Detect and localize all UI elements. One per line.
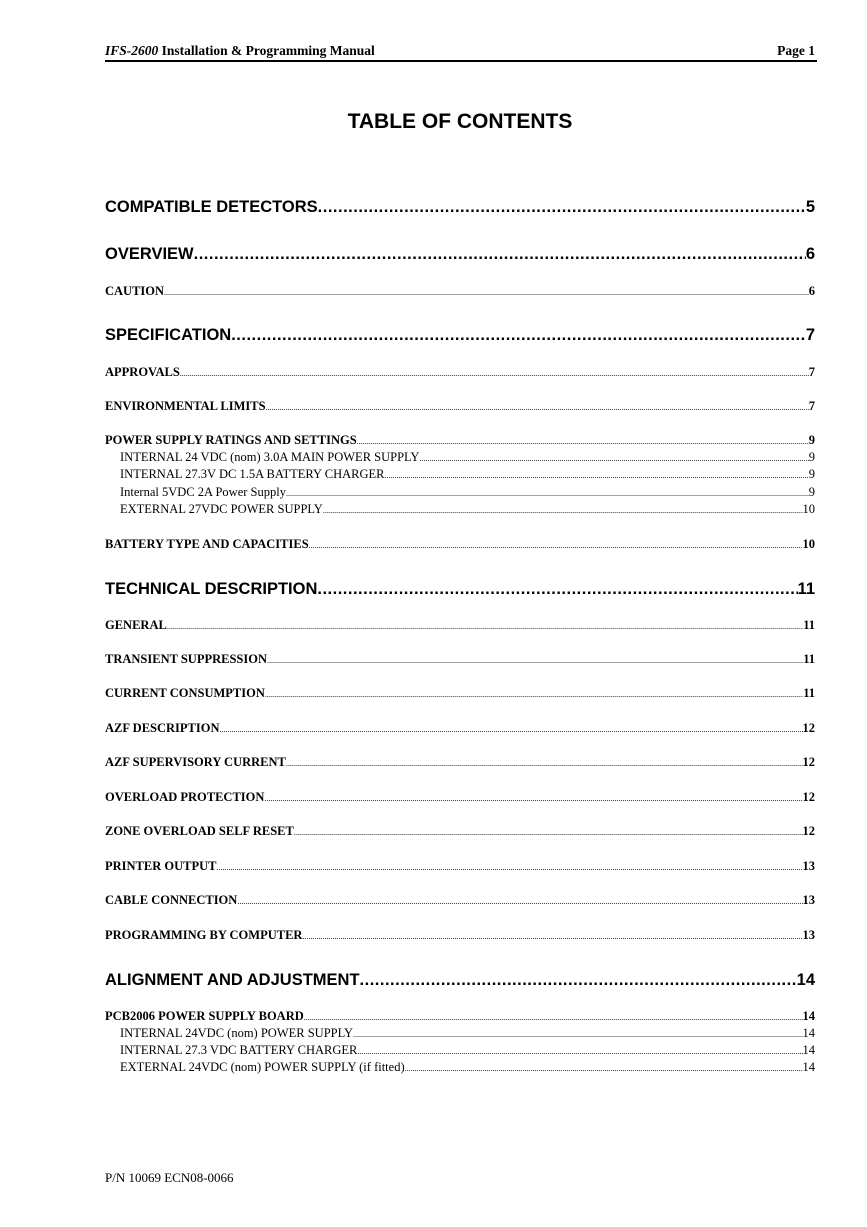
toc-entry-text: BATTERY TYPE AND CAPACITIES (105, 537, 309, 551)
toc-entry-text: INTERNAL 27.3 VDC BATTERY CHARGER (120, 1043, 358, 1057)
toc-entry-text: TECHNICAL DESCRIPTION (105, 580, 318, 598)
toc-entry-text: AZF SUPERVISORY CURRENT (105, 755, 286, 769)
toc-entry-text: PROGRAMMING BY COMPUTER (105, 928, 303, 942)
dot-leader (419, 454, 808, 463)
toc-entry[interactable] (120, 1026, 815, 1042)
toc-entry-page: 11 (803, 686, 815, 700)
dot-leader (286, 759, 803, 768)
toc-entry[interactable] (105, 686, 815, 702)
toc-entry[interactable] (105, 326, 815, 348)
dot-leader (405, 1064, 803, 1073)
toc-entry-text: SPECIFICATION (105, 326, 232, 344)
toc-entry-text: INTERNAL 24 VDC (nom) 3.0A MAIN POWER SUPPLY (120, 450, 420, 464)
toc-entry-text: ALIGNMENT AND ADJUSTMENT (105, 971, 360, 989)
toc-entry-page: 14 (802, 1026, 815, 1040)
toc-entry[interactable] (120, 450, 815, 466)
toc-entry[interactable] (105, 755, 815, 771)
toc-entry-text: GENERAL (105, 618, 167, 632)
toc-entry-page: 7 (808, 399, 815, 413)
toc-entry-page: 11 (797, 580, 815, 598)
toc-entry[interactable] (105, 580, 815, 602)
dot-leader (216, 863, 802, 872)
toc-entry-page: 12 (802, 755, 815, 769)
toc-entry-page: 10 (802, 502, 815, 516)
dot-leader (357, 1047, 802, 1056)
dot-leader (237, 897, 802, 906)
toc-entry-page: 9 (808, 485, 815, 499)
toc-entry[interactable] (105, 824, 815, 840)
dot-leader (219, 725, 802, 734)
manual-title-rest: Installation & Programming Manual (158, 43, 375, 58)
toc-entry-page: 13 (802, 928, 815, 942)
toc-entry-text: COMPATIBLE DETECTORS (105, 198, 318, 216)
dot-leader (309, 541, 803, 550)
toc-entry[interactable] (105, 928, 815, 944)
toc-entry-page: 14 (802, 1009, 815, 1023)
toc-entry-text: EXTERNAL 27VDC POWER SUPPLY (120, 502, 323, 516)
dot-leader (294, 828, 803, 837)
dot-leader (384, 471, 808, 480)
toc-entry-page: 11 (803, 652, 815, 666)
toc-entry-text: ZONE OVERLOAD SELF RESET (105, 824, 294, 838)
toc-entry[interactable] (105, 537, 815, 553)
toc-entry-page: 12 (802, 824, 815, 838)
toc-title: TABLE OF CONTENTS (347, 110, 573, 133)
toc-entry-text: ENVIRONMENTAL LIMITS (105, 399, 266, 413)
toc-entry[interactable] (120, 485, 815, 501)
dot-leader (304, 1013, 803, 1022)
dot-leader (317, 580, 797, 599)
toc-entry-text: POWER SUPPLY RATINGS AND SETTINGS (105, 433, 357, 447)
toc-entry-page: 9 (808, 433, 815, 447)
dot-leader (266, 403, 809, 412)
product-code: IFS-2600 (105, 43, 159, 58)
toc-entry-text: INTERNAL 27.3V DC 1.5A BATTERY CHARGER (120, 467, 385, 481)
toc-entry-text: OVERVIEW (105, 245, 194, 263)
toc-entry[interactable] (120, 1060, 815, 1076)
toc-entry-text: PRINTER OUTPUT (105, 859, 217, 873)
toc-entry[interactable] (105, 399, 815, 415)
toc-entry[interactable] (120, 467, 815, 483)
toc-entry-text: APPROVALS (105, 365, 180, 379)
toc-entry-text: TRANSIENT SUPPRESSION (105, 652, 267, 666)
toc-entry-text: CABLE CONNECTION (105, 893, 238, 907)
toc-entry-text: Internal 5VDC 2A Power Supply (120, 485, 286, 499)
toc-entry[interactable] (120, 1043, 815, 1059)
toc-entry-page: 12 (802, 790, 815, 804)
toc-entry[interactable] (105, 284, 815, 300)
dot-leader (357, 437, 809, 446)
dot-leader (265, 690, 803, 699)
dot-leader (360, 971, 797, 990)
toc-entry-page: 14 (802, 1060, 815, 1074)
toc-entry[interactable] (105, 893, 815, 909)
dot-leader (267, 656, 803, 665)
toc-entry-page: 7 (808, 365, 815, 379)
toc-entry-page: 7 (805, 326, 815, 344)
toc-entry-page: 10 (802, 537, 815, 551)
dot-leader (194, 245, 806, 264)
toc-entry-page: 13 (802, 893, 815, 907)
toc-entry-page: 6 (808, 284, 815, 298)
toc-entry-text: EXTERNAL 24VDC (nom) POWER SUPPLY (if fitted) (120, 1060, 405, 1074)
dot-leader (286, 489, 809, 498)
dot-leader (318, 198, 806, 217)
toc-entry-text: PCB2006 POWER SUPPLY BOARD (105, 1009, 304, 1023)
toc-entry[interactable] (105, 1009, 815, 1025)
toc-entry-text: CURRENT CONSUMPTION (105, 686, 265, 700)
toc-entry-page: 13 (802, 859, 815, 873)
toc-entry[interactable] (105, 365, 815, 381)
toc-entry-page: 12 (802, 721, 815, 735)
toc-entry-page: 14 (796, 971, 815, 989)
dot-leader (264, 794, 802, 803)
toc-entry-page: 5 (805, 198, 815, 216)
toc-entry-text: AZF DESCRIPTION (105, 721, 220, 735)
dot-leader (231, 326, 806, 345)
manual-title (105, 43, 375, 58)
toc-entry[interactable] (105, 652, 815, 668)
dot-leader (164, 288, 809, 297)
toc-entry[interactable] (105, 198, 815, 220)
toc-entry-page: 9 (808, 467, 815, 481)
toc-entry-page: 9 (808, 450, 815, 464)
toc-entry-page: 11 (803, 618, 815, 632)
toc-entry-page: 14 (802, 1043, 815, 1057)
toc-entry[interactable] (105, 618, 815, 634)
toc-entry-text: INTERNAL 24VDC (nom) POWER SUPPLY (120, 1026, 354, 1040)
toc-entry-text: OVERLOAD PROTECTION (105, 790, 265, 804)
toc-entry-page: 6 (805, 245, 815, 263)
part-number-footer: P/N 10069 ECN08-0066 (105, 1170, 234, 1185)
header-rule (105, 60, 817, 62)
running-header (105, 43, 817, 60)
dot-leader (180, 369, 809, 378)
toc-entry[interactable] (105, 790, 815, 806)
page-number: Page 1 (777, 43, 815, 58)
dot-leader (323, 506, 803, 515)
toc-entry[interactable] (105, 433, 815, 449)
toc-entry[interactable] (105, 859, 815, 875)
toc-entry[interactable] (105, 245, 815, 267)
dot-leader (302, 932, 802, 941)
toc-entry[interactable] (105, 971, 815, 993)
toc-entry[interactable] (105, 721, 815, 737)
toc-entry[interactable] (120, 502, 815, 518)
dot-leader (353, 1030, 802, 1039)
toc-entry-text: CAUTION (105, 284, 165, 298)
dot-leader (167, 622, 803, 631)
